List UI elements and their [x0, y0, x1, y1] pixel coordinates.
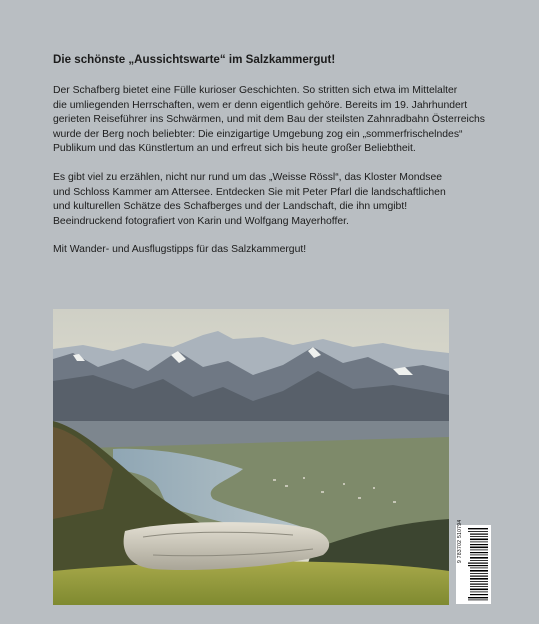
- text-line: die umliegenden Herrschaften, wem er denn eigentlich gehöre. Bereits im 19. Jahrhundert: [53, 99, 468, 111]
- text-line: Es gibt viel zu erzählen, nicht nur rund um das „Weisse Rössl“, das Kloster Mondsee: [53, 171, 443, 183]
- paragraph-1: [53, 84, 486, 157]
- isbn-digits: 9 783702 510794: [457, 519, 463, 563]
- text-line: Der Schafberg bietet eine Fülle kurioser Geschichten. So stritten sich etwa im Mittelalter: [53, 85, 458, 96]
- blurb-text: [53, 52, 486, 272]
- landscape-photo: [53, 309, 449, 605]
- text-line: Publikum und das Künstlertum an und erfreut sich bis heute großer Beliebtheit.: [53, 143, 416, 155]
- paragraph-2: [53, 171, 483, 229]
- text-line: wurde der Berg noch beliebter: Die einzigartige Umgebung zog ein „sommerfrischelndes“: [53, 128, 463, 140]
- text-line: Mit Wander- und Ausflugstipps für das Salzkammergut!: [53, 244, 307, 256]
- isbn-barcode: [456, 519, 491, 604]
- headline: Die schönste „Aussichtswarte“ im Salzkammergut!: [53, 53, 336, 66]
- text-line: und kulturellen Schätze des Schafberges und der Landschaft, die ihn umgibt!: [53, 201, 408, 213]
- meadow: [53, 561, 449, 605]
- text-line: und Schloss Kammer am Attersee. Entdecken Sie mit Peter Pfarl die landschaftlichen: [53, 186, 446, 198]
- text-line: gerieten Reiseführer ins Schwärmen, und mit dem Bau der steilsten Zahnradbahn Österreichs: [53, 114, 486, 126]
- text-line: Beeindruckend fotografiert von Karin und Wolfgang Mayerhoffer.: [53, 215, 349, 227]
- paragraph-3: [53, 243, 483, 258]
